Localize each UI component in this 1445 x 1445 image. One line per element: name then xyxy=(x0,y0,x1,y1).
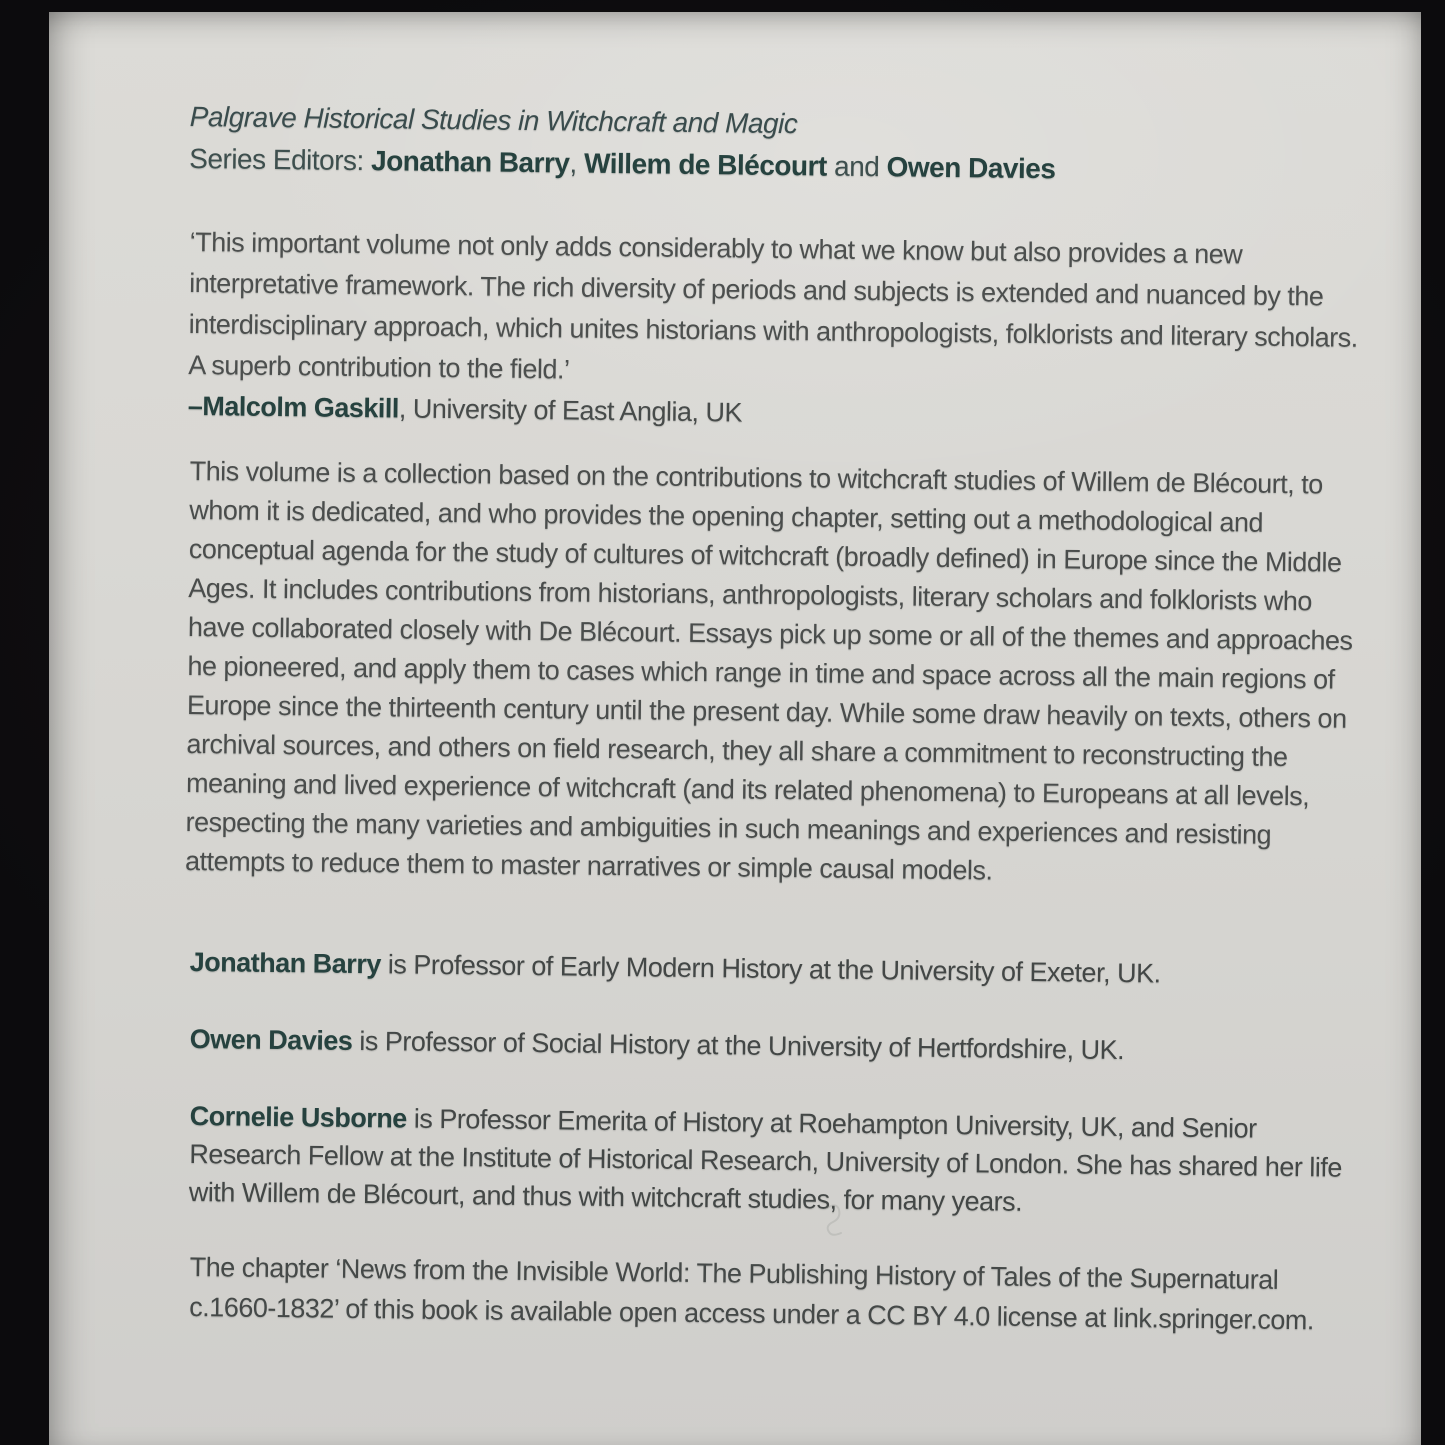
author-bio-block xyxy=(189,1097,1370,1225)
endorsement-quote: ‘This important volume not only adds considerably to what we know but also provides a new interpretative framework. The rich diversity of periods and subjects is extended and nuanced by the interdisciplinary approach, which unites historians with anthropologists, folklorists and literary scholars. A superb contribution to the field.’ xyxy=(188,226,1358,385)
author-bio-owen-davies: Owen Davies is Professor of Social History at the University of Hertfordshire, UK. xyxy=(189,1023,1125,1066)
series-editors: Series Editors: Jonathan Barry, Willem de Blécourt and Owen Davies xyxy=(189,142,1056,185)
series-header xyxy=(189,96,1370,194)
book-back-cover xyxy=(49,12,1421,1445)
endorsement-block xyxy=(188,222,1370,441)
book-description: This volume is a collection based on the contributions to witchcraft studies of Willem de Blécourt, to whom it is dedicated, and who provides the opening chapter, setting out a methodological and conceptual agenda for the study of cultures of witchcraft (broadly defined) in Europe since the Middle Ages. It includes contributions from historians, anthropologists, literary scholars and folklorists who have collaborated closely with De Blécourt. Essays pick up some or all of the themes and approaches he pioneered, and apply them to cases which range in time and space across all the main regions of Europe since the thirteenth century until the present day. While some draw heavily on texts, others on archival sources, and others on field research, they all share a commitment to reconstructing the meaning and lived experience of witchcraft (and its related phenomena) to Europeans at all levels, respecting the many varieties and ambiguities in such meanings and experiences and resisting attempts to reduce them to master narratives or simple causal models. xyxy=(184,455,1353,886)
smudge-mark xyxy=(809,1200,869,1240)
author-bio-block xyxy=(190,1020,1370,1072)
quote-attribution: –Malcolm Gaskill, University of East Anglia, UK xyxy=(187,390,743,428)
author-bio-cornelie-usborne: Cornelie Usborne is Professor Emerita of History at Roehampton University, UK, and Senior Research Fellow at the Institute of Historical Research, University of London. She has shared her life with Willem de Blécourt, and thus with witchcraft studies, for many years. xyxy=(188,1100,1343,1217)
series-title: Palgrave Historical Studies in Witchcraft and Magic xyxy=(189,100,798,140)
open-access-block xyxy=(189,1247,1370,1341)
cover-text-area xyxy=(184,12,1375,1445)
author-bio-block xyxy=(190,943,1370,995)
description-block xyxy=(185,452,1370,895)
open-access-note: The chapter ‘News from the Invisible World: The Publishing History of Tales of the Supernatural c.1660-1832’ of this book is available open access under a CC BY 4.0 license at link.springer.com. xyxy=(189,1251,1315,1336)
author-bio-jonathan-barry: Jonathan Barry is Professor of Early Modern History at the University of Exeter, UK. xyxy=(189,946,1161,989)
